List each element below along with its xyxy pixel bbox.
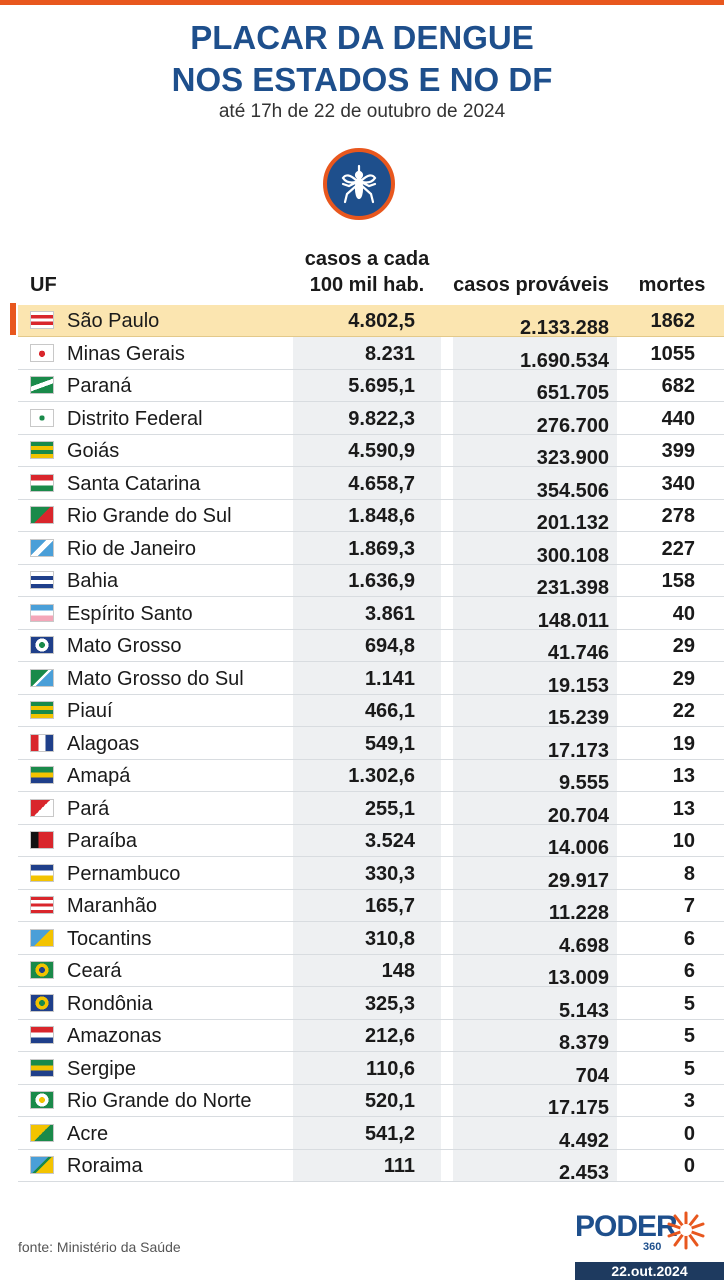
state-name: Rio de Janeiro [67,537,196,560]
rate-value: 148 [381,960,415,982]
source-note: fonte: Ministério da Saúde [18,1239,181,1255]
table-row [18,630,724,662]
state-flag-icon [30,961,54,979]
deaths-value: 10 [672,830,695,852]
rate-value: 165,7 [364,895,415,917]
state-flag-icon [30,474,54,492]
table-row [18,1085,724,1117]
state-flag-icon [30,799,54,817]
rate-value: 8.231 [364,342,415,365]
table-row [18,663,724,695]
table-row [18,565,724,597]
state-name: Santa Catarina [67,472,201,495]
state-name: Rondônia [67,992,153,1015]
state-name: Rio Grande do Norte [67,1090,252,1112]
state-name: São Paulo [67,310,160,332]
state-flag-icon [30,311,54,329]
rate-value: 4.658,7 [348,472,415,495]
cases-value: 4.492 [558,1129,609,1152]
state-name: Pernambuco [67,862,181,885]
deaths-value: 40 [672,602,695,625]
state-flag-icon [30,994,54,1012]
poder360-logo [575,1210,710,1255]
page-title-line1: PLACAR DA DENGUE [190,19,534,56]
sunburst-icon [666,1210,706,1250]
table-row [18,1118,724,1150]
state-name: Roraima [67,1155,143,1177]
state-name: Pará [67,797,110,820]
state-flag-icon [30,441,54,459]
mosquito-icon [335,160,383,208]
deaths-value: 278 [661,505,695,527]
highlight-marker [10,303,16,335]
deaths-value: 340 [661,472,695,495]
deaths-value: 19 [672,732,695,755]
table-row [18,988,724,1020]
deaths-value: 3 [683,1090,695,1112]
rate-value: 549,1 [364,732,415,755]
deaths-value: 7 [683,895,695,917]
rate-value: 1.869,3 [348,537,415,560]
table-row [18,1020,724,1052]
state-flag-icon [30,506,54,524]
cases-value: 15.239 [547,707,609,729]
deaths-value: 0 [683,1122,695,1145]
deaths-value: 0 [683,1155,695,1177]
table-row [18,598,724,630]
rate-value: 1.141 [364,667,415,690]
state-name: Mato Grosso [67,635,182,657]
rate-value: 1.848,6 [348,505,415,527]
state-flag-icon [30,1156,54,1174]
table-row [18,533,724,565]
state-flag-icon [30,1026,54,1044]
state-name: Tocantins [67,927,152,950]
table-row [18,890,724,922]
cases-value: 29.917 [547,869,609,892]
table-row [18,468,724,500]
deaths-value: 6 [683,927,695,950]
state-name: Alagoas [67,732,140,755]
deaths-value: 682 [661,375,695,397]
deaths-value: 399 [661,440,695,462]
cases-value: 4.698 [558,934,609,957]
rate-value: 4.802,5 [348,310,415,332]
table-row [18,500,724,532]
table-row [18,403,724,435]
column-header-cases: casos prováveis [453,274,609,296]
rate-value: 111 [383,1155,415,1177]
deaths-value: 227 [661,537,695,560]
rate-value: 4.590,9 [348,440,415,462]
publication-date: 22.out.2024 [575,1262,724,1280]
state-name: Espírito Santo [67,602,193,625]
state-flag-icon [30,539,54,557]
state-flag-icon [30,1124,54,1142]
state-flag-icon [30,864,54,882]
column-header-deaths: mortes [638,274,706,296]
state-name: Amapá [67,765,131,787]
cases-value: 17.175 [547,1097,609,1119]
cases-value: 19.153 [547,674,609,697]
cases-value: 651.705 [536,382,609,404]
cases-value: 5.143 [558,999,609,1022]
rate-value: 110,6 [366,1057,415,1080]
cases-value: 2.133.288 [520,317,609,339]
rate-value: 212,6 [364,1025,415,1047]
state-name: Mato Grosso do Sul [67,667,244,690]
logo-text: PODER [575,1210,677,1243]
state-name: Distrito Federal [67,407,203,430]
mosquito-badge [323,148,395,220]
table-row [18,370,724,402]
state-flag-icon [30,669,54,687]
table-row [18,825,724,857]
state-flag-icon [30,929,54,947]
table-row [18,923,724,955]
cases-value: 276.700 [536,414,609,437]
deaths-value: 22 [672,700,695,722]
table-row [18,858,724,890]
state-flag-icon [30,344,54,362]
table-row [18,1150,724,1182]
state-flag-icon [30,636,54,654]
deaths-value: 5 [683,992,695,1015]
deaths-value: 8 [683,862,695,885]
state-flag-icon [30,734,54,752]
rate-value: 255,1 [364,797,415,820]
table-row [18,728,724,760]
state-name: Acre [67,1122,109,1145]
cases-value: 9.555 [558,772,609,794]
deaths-value: 5 [683,1057,695,1080]
cases-value: 2.453 [558,1162,609,1184]
top-accent-bar [0,0,724,5]
cases-value: 11.228 [548,902,609,924]
rate-value: 5.695,1 [348,375,415,397]
state-name: Rio Grande do Sul [67,505,232,527]
rate-value: 3.524 [364,830,415,852]
state-name: Paraná [67,375,132,397]
rate-value: 310,8 [364,927,415,950]
cases-value: 354.506 [536,479,609,502]
state-name: Sergipe [67,1057,136,1080]
logo-suffix: 360 [643,1241,662,1253]
deaths-value: 29 [672,667,695,690]
cases-value: 8.379 [558,1032,609,1054]
state-name: Goiás [67,440,120,462]
column-header-rate [293,246,441,298]
table-row [18,955,724,987]
cases-value: 231.398 [536,577,609,599]
state-name: Minas Gerais [67,342,185,365]
column-header-uf: UF [30,274,57,296]
rate-value: 1.302,6 [348,765,415,787]
cases-value: 148.011 [537,609,609,632]
state-name: Paraíba [67,830,138,852]
deaths-value: 6 [683,960,695,982]
rate-value: 541,2 [364,1122,415,1145]
table-row [18,338,724,370]
table-row [18,1053,724,1085]
cases-value: 41.746 [547,642,609,664]
page-title-line2: NOS ESTADOS E NO DF [171,61,553,98]
cases-value: 201.132 [536,512,609,534]
state-flag-icon [30,831,54,849]
table-row [18,695,724,727]
cases-value: 704 [575,1064,609,1087]
state-flag-icon [30,571,54,589]
deaths-value: 1862 [650,310,695,332]
state-name: Maranhão [67,895,158,917]
rate-value: 694,8 [364,635,415,657]
table-row [18,435,724,467]
deaths-value: 29 [672,635,695,657]
rate-value: 3.861 [364,602,415,625]
rate-value: 330,3 [364,862,415,885]
deaths-value: 158 [661,570,695,592]
state-flag-icon [30,766,54,784]
state-name: Piauí [67,700,113,722]
deaths-value: 13 [672,765,695,787]
rate-value: 466,1 [364,700,415,722]
rate-value: 1.636,9 [348,570,415,592]
table-row [18,793,724,825]
cases-value: 1.690.534 [520,349,609,372]
cases-value: 20.704 [547,804,609,827]
table-row [18,305,724,337]
deaths-value: 440 [661,407,695,430]
state-flag-icon [30,1091,54,1109]
column-header-rate-line2: 100 mil hab. [309,274,425,296]
cases-value: 17.173 [547,739,609,762]
state-name: Ceará [67,960,122,982]
column-header-rate-line1: casos a cada [304,248,430,270]
cases-value: 13.009 [547,967,609,989]
cases-value: 14.006 [547,837,609,859]
state-flag-icon [30,604,54,622]
state-flag-icon [30,1059,54,1077]
state-name: Bahia [67,570,119,592]
deaths-value: 1055 [650,342,695,365]
state-flag-icon [30,896,54,914]
rate-value: 520,1 [364,1090,415,1112]
deaths-value: 5 [683,1025,695,1047]
cases-value: 300.108 [536,544,609,567]
state-name: Amazonas [67,1025,162,1047]
rate-value: 325,3 [364,992,415,1015]
deaths-value: 13 [672,797,695,820]
page-subtitle: até 17h de 22 de outubro de 2024 [218,101,506,122]
state-flag-icon [30,376,54,394]
table-row [18,760,724,792]
state-flag-icon [30,701,54,719]
state-flag-icon [30,409,54,427]
cases-value: 323.900 [536,447,609,469]
rate-value: 9.822,3 [348,407,415,430]
